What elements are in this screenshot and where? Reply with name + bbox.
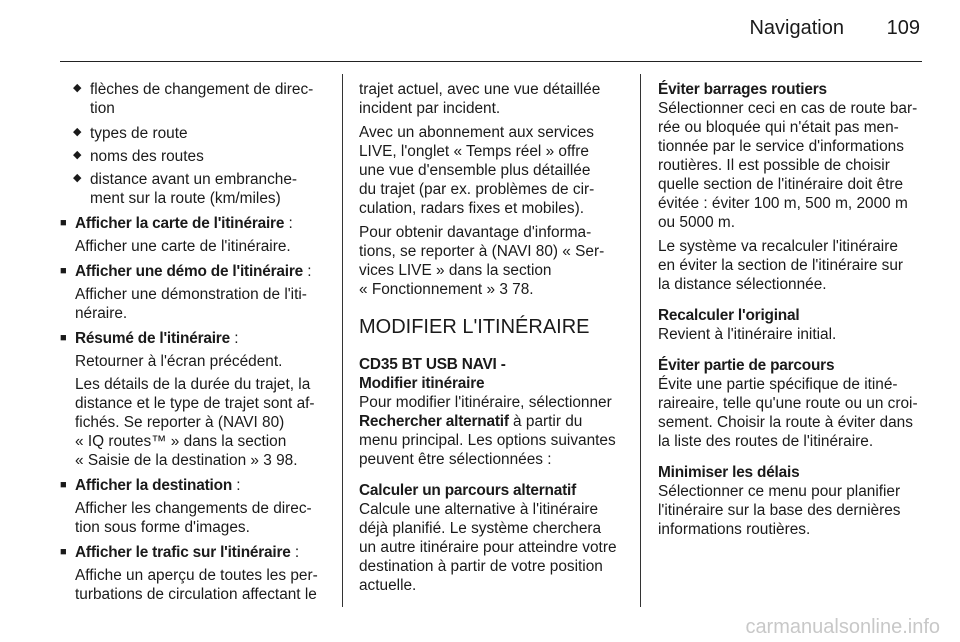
list-item: ◆ flèches de changement de direc- tion — [73, 81, 314, 117]
menu-option: ■ Afficher une démo de l'itinéraire : — [60, 263, 312, 280]
option-title: Éviter partie de parcours — [658, 357, 835, 374]
option-description: Afficher une démonstration de l'iti- néraire. — [75, 286, 307, 322]
option-description: Affiche un aperçu de toutes les per- turbations de circulation affectant le — [75, 567, 318, 603]
list-item: ◆ types de route — [73, 125, 188, 142]
column-3 — [658, 80, 923, 539]
menu-option: ■ Résumé de l'itinéraire : — [60, 330, 239, 347]
paragraph: Avec un abonnement aux services LIVE, l'onglet « Temps réel » offre une vue d'ensemble plus détaillée du trajet (par ex. problèmes de cir- culation, radars fixes et mobiles). — [359, 124, 595, 217]
page-header — [60, 0, 922, 62]
option-description: Évite une partie spécifique de itiné- raireaire, telle qu'une route ou un croi- sement. Choisir la route à éviter dans la liste des routes de l'itinéraire. — [658, 376, 918, 450]
page-number: 109 — [886, 17, 920, 39]
list-item: ◆ noms des routes — [73, 148, 204, 165]
square-bullet-icon: ■ — [60, 217, 67, 229]
column-divider — [342, 74, 343, 607]
page-ref-icon: 3 — [263, 452, 272, 469]
subheading: CD35 BT USB NAVI - Modifier itinéraire — [359, 356, 506, 392]
diamond-bullet-icon: ◆ — [73, 82, 82, 94]
column-2 — [359, 80, 622, 595]
option-title: Calculer un parcours alternatif — [359, 482, 577, 499]
diamond-bullet-icon: ◆ — [73, 149, 82, 161]
column-divider — [640, 74, 641, 607]
option-description: Calcule une alternative à l'itinéraire déjà planifié. Le système cherchera un autre itinéraire pour atteindre votre destination à partir de votre position actuelle. — [359, 501, 617, 594]
menu-option: ■ Afficher la carte de l'itinéraire : — [60, 215, 293, 232]
option-description: Afficher les changements de direc- tion sous forme d'images. — [75, 500, 312, 536]
option-description: Afficher une carte de l'itinéraire. — [75, 238, 291, 255]
menu-option: ■ Afficher la destination : — [60, 477, 241, 494]
option-title: Recalculer l'original — [658, 307, 800, 324]
square-bullet-icon: ■ — [60, 265, 67, 277]
page-title: Navigation — [749, 17, 844, 39]
menu-option: ■ Afficher le trafic sur l'itinéraire : — [60, 544, 300, 561]
option-title: Éviter barrages routiers — [658, 81, 827, 98]
square-bullet-icon: ■ — [60, 546, 67, 558]
list-item: ◆ distance avant un embranche- ment sur la route (km/miles) — [73, 171, 298, 207]
paragraph: Pour modifier l'itinéraire, sélectionner Rechercher alternatif à partir du menu principal. Les options suivantes peuvent être sélectionnées : — [359, 394, 616, 468]
paragraph: Pour obtenir davantage d'informa- tions, se reporter à (NAVI 80) « Ser- vices LIVE » dans la section « Fonctionnement » 3 78. — [359, 224, 605, 298]
diamond-bullet-icon: ◆ — [73, 126, 82, 138]
option-description: Retourner à l'écran précédent. — [75, 353, 283, 370]
paragraph: trajet actuel, avec une vue détaillée incident par incident. — [359, 81, 601, 117]
section-heading: MODIFIER L'ITINÉRAIRE — [359, 316, 590, 338]
diamond-bullet-icon: ◆ — [73, 172, 82, 184]
column-1 — [60, 80, 325, 604]
square-bullet-icon: ■ — [60, 332, 67, 344]
option-description: Sélectionner ceci en cas de route bar- rée ou bloquée qui n'était pas men- tionnée par le service d'informations routières. Il est possible de choisir quelle section de l'itinéraire doit être évitée : éviter 100 m, 500 m, 2000 m ou 5000 m. — [658, 100, 918, 231]
option-description: Revient à l'itinéraire initial. — [658, 326, 837, 343]
option-description: Le système va recalculer l'itinéraire en éviter la section de l'itinéraire sur la distance sélectionnée. — [658, 238, 904, 293]
watermark: carmanualsonline.info — [745, 616, 940, 638]
option-description: Les détails de la durée du trajet, la distance et le type de trajet sont af- fichés. Se reporter à (NAVI 80) « IQ routes™ » dans la section « Saisie de la destination » 3 98. — [75, 376, 315, 469]
option-title: Minimiser les délais — [658, 464, 800, 481]
option-description: Sélectionner ce menu pour planifier l'itinéraire sur la base des dernières informations routières. — [658, 483, 901, 538]
page-ref-icon: 3 — [499, 281, 508, 298]
square-bullet-icon: ■ — [60, 479, 67, 491]
